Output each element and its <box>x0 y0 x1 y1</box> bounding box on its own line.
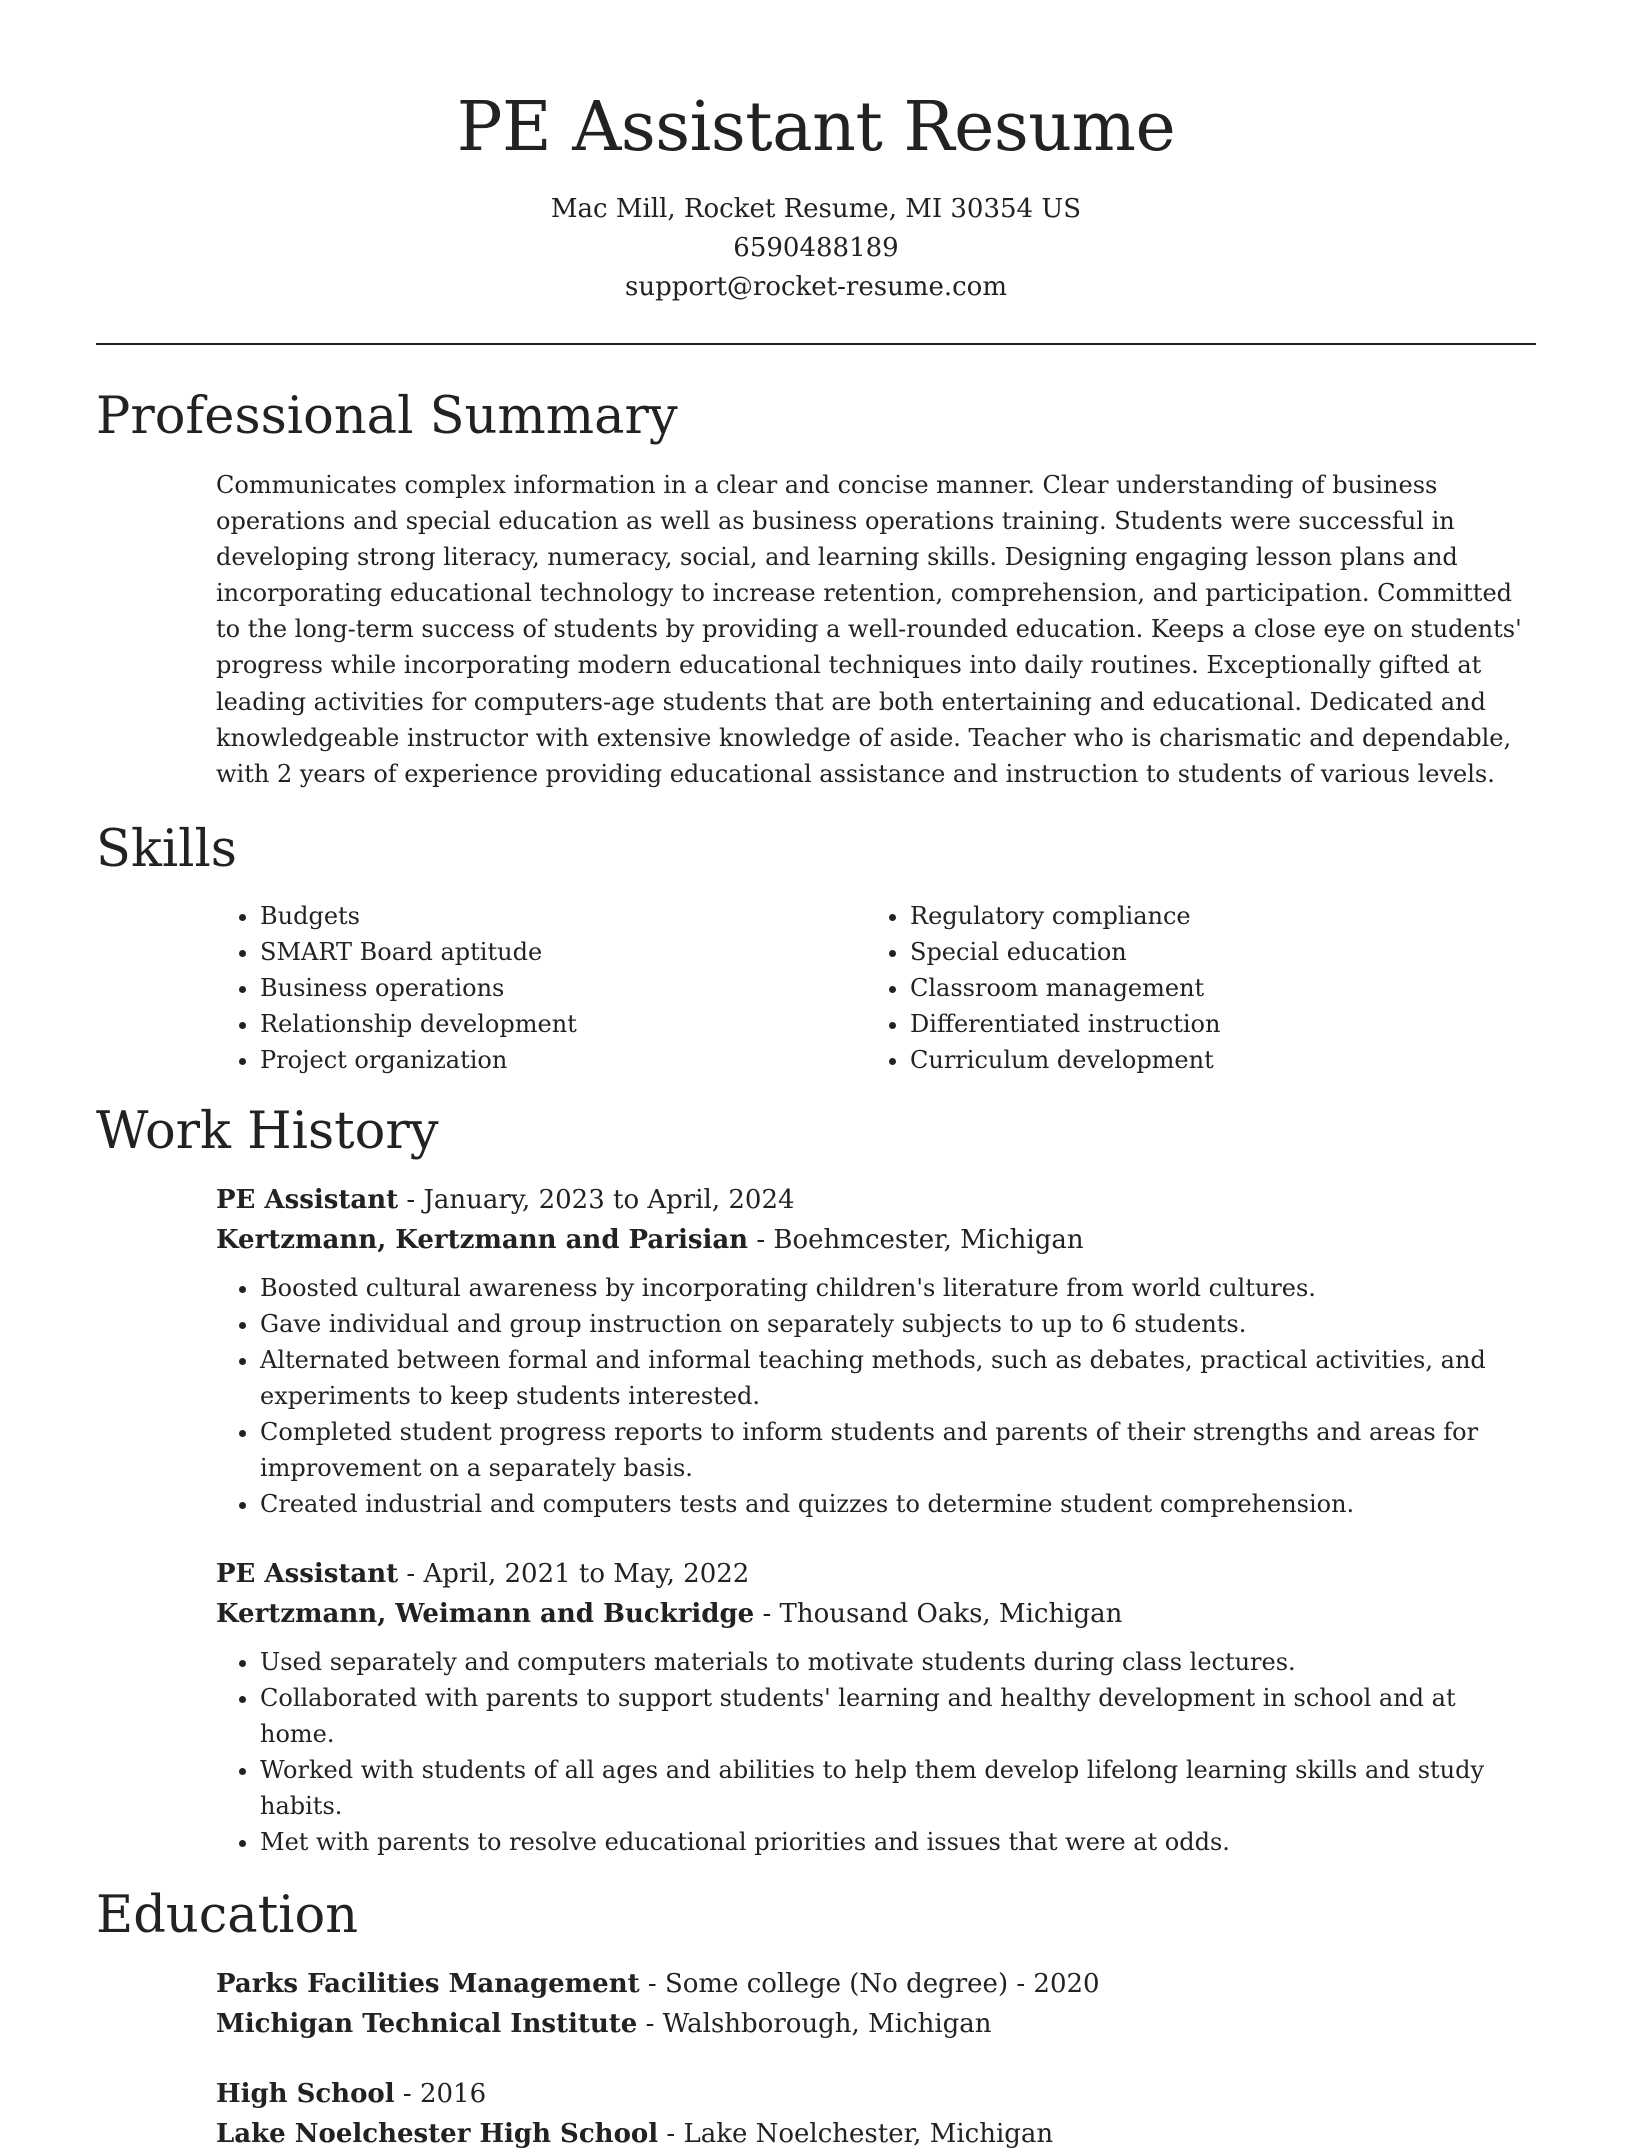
education-detail: - 2016 <box>394 2078 487 2109</box>
skills-section <box>96 820 1536 1078</box>
skill-item: • Regulatory compliance <box>910 898 1516 934</box>
education-school: Lake Noelchester High School <box>216 2118 659 2149</box>
contact-address: Mac Mill, Rocket Resume, MI 30354 US <box>550 194 1082 224</box>
job-entry <box>216 1180 1536 1522</box>
contact-email: support@rocket-resume.com <box>624 272 1007 302</box>
education-school-line <box>216 2004 1536 2044</box>
skills-list-right <box>866 898 1516 1078</box>
job-dates: - April, 2021 to May, 2022 <box>398 1558 750 1589</box>
resume-title: PE Assistant Resume <box>456 88 1176 167</box>
skills-column-left <box>216 898 866 1078</box>
contact-block <box>96 190 1536 307</box>
skill-item: • Differentiated instruction <box>910 1006 1516 1042</box>
skill-item: • Business operations <box>260 970 866 1006</box>
job-role: PE Assistant <box>216 1558 399 1589</box>
job-bullet: • Created industrial and computers tests and quizzes to determine student comprehension. <box>260 1486 1536 1522</box>
job-company: Kertzmann, Kertzmann and Parisian <box>216 1224 749 1255</box>
skills-column-right <box>866 898 1516 1078</box>
skills-heading: Skills <box>96 819 237 879</box>
skill-item: • Project organization <box>260 1042 866 1078</box>
skill-item: • Curriculum development <box>910 1042 1516 1078</box>
skill-item: • Classroom management <box>910 970 1516 1006</box>
job-company-line <box>216 1594 1536 1634</box>
job-bullet: • Gave individual and group instruction on separately subjects to up to 6 students. <box>260 1306 1536 1342</box>
job-location: - Thousand Oaks, Michigan <box>754 1598 1123 1629</box>
skill-item: • Budgets <box>260 898 866 934</box>
skill-item: • SMART Board aptitude <box>260 934 866 970</box>
skill-item: • Relationship development <box>260 1006 866 1042</box>
resume-page <box>96 0 1536 2154</box>
skills-list-left <box>216 898 866 1078</box>
education-program-line <box>216 2074 1536 2114</box>
job-title-line <box>216 1554 1536 1594</box>
job-bullet: • Met with parents to resolve educational priorities and issues that were at odds. <box>260 1824 1536 1860</box>
job-company: Kertzmann, Weimann and Buckridge <box>216 1598 755 1629</box>
education-program: High School <box>216 2078 395 2109</box>
education-program: Parks Facilities Management <box>216 1968 640 1999</box>
resume-header <box>96 0 1536 307</box>
education-school: Michigan Technical Institute <box>216 2008 638 2039</box>
job-bullet: • Collaborated with parents to support students' learning and healthy development in school and at home. <box>260 1680 1536 1752</box>
job-bullet: • Alternated between formal and informal teaching methods, such as debates, practical activities, and experiments to keep students interested. <box>260 1342 1536 1414</box>
work-section <box>96 1102 1536 1860</box>
skill-item: • Special education <box>910 934 1516 970</box>
job-bullet: • Completed student progress reports to inform students and parents of their strengths and areas for improvement on a separately basis. <box>260 1414 1536 1486</box>
summary-text: Communicates complex information in a clear and concise manner. Clear understanding of business operations and special education as well as business operations training. Students were successful in developing strong literacy, numeracy, social, and learning skills. Designing engaging lesson plans and incorporating educational technology to increase retention, comprehension, and participation. Committed to the long-term success of students by providing a well-rounded education. Keeps a close eye on students' progress while incorporating modern educational techniques into daily routines. Exceptionally gifted at leading activities for computers-age students that are both entertaining and educational. Dedicated and knowledgeable instructor with extensive knowledge of aside. Teacher who is charismatic and dependable, with 2 years of experience providing educational assistance and instruction to students of various levels. <box>216 471 1522 788</box>
job-location: - Boehmcester, Michigan <box>748 1224 1084 1255</box>
job-entry <box>216 1554 1536 1860</box>
job-company-line <box>216 1220 1536 1260</box>
education-location: - Lake Noelchester, Michigan <box>658 2118 1054 2149</box>
education-detail: - Some college (No degree) - 2020 <box>639 1968 1100 1999</box>
education-school-line <box>216 2114 1536 2154</box>
header-divider <box>96 343 1536 345</box>
summary-section <box>96 387 1536 792</box>
education-section <box>96 1886 1536 2154</box>
education-entry <box>216 1964 1536 2044</box>
contact-phone: 6590488189 <box>733 233 899 263</box>
education-heading: Education <box>96 1885 359 1945</box>
job-dates: - January, 2023 to April, 2024 <box>398 1184 795 1215</box>
work-heading: Work History <box>96 1101 439 1161</box>
skills-columns <box>216 898 1536 1078</box>
summary-heading: Professional Summary <box>96 387 678 446</box>
education-location: - Walshborough, Michigan <box>637 2008 992 2039</box>
job-bullet: • Worked with students of all ages and abilities to help them develop lifelong learning skills and study habits. <box>260 1752 1536 1824</box>
education-entry <box>216 2074 1536 2154</box>
job-bullets <box>96 1644 1536 1860</box>
job-bullets <box>96 1270 1536 1522</box>
job-bullet: • Boosted cultural awareness by incorporating children's literature from world cultures. <box>260 1270 1536 1306</box>
job-role: PE Assistant <box>216 1184 399 1215</box>
education-program-line <box>216 1964 1536 2004</box>
job-title-line <box>216 1180 1536 1220</box>
job-bullet: • Used separately and computers materials to motivate students during class lectures. <box>260 1644 1536 1680</box>
